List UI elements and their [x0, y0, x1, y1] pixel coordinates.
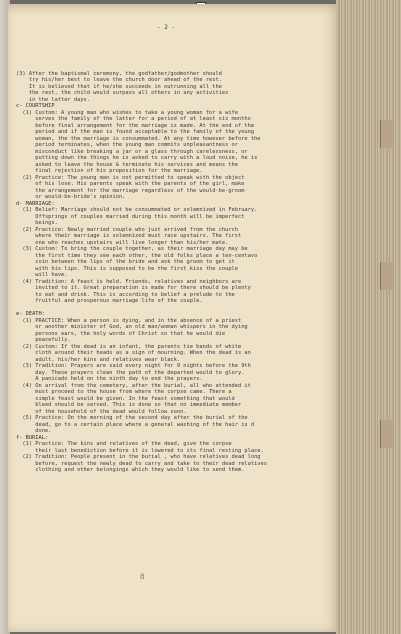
text-line: final rejection of his proposition for the marriage. [16, 168, 203, 174]
text-line: (3) Tradition: Prayers are said every night for 9 nights before the 9th [16, 363, 251, 369]
text-line: dead, go to a certain place where a general washing of the hair is d [16, 421, 255, 428]
text-line: woman, the the marriage is consummated. At any time however before the [16, 135, 261, 142]
text-line: the rest, the child would surpass all others in any activities [16, 90, 229, 96]
text-line: (2) Tradition: People present in the burial , who have relatives dead long [16, 454, 261, 460]
text-line: invited to it. Great preparation is made for there should be plenty [16, 285, 251, 291]
page-number: - 2 - [156, 24, 176, 31]
text-line: (1) Custom: A young man who wishes to take a young woman for a wife [16, 109, 238, 116]
edge-tab [380, 262, 393, 290]
text-line: bleed should be served. This is done so that no immediate member [16, 402, 242, 408]
text-line: period and if the man is found acceptable to the family of the young [16, 129, 255, 135]
text-line: (4) On arrival from the cemetery, after the burial, all who attended it [16, 382, 251, 389]
text-line: (5) Practice: On the morning of the second day after the burial of the [16, 415, 248, 421]
text-line: coin between the lips of the bride and ask the groom to get it [16, 259, 235, 265]
text-line: It is believed that if he/she succeeds in outrunning all the [16, 83, 222, 90]
text-line: where their marriage is solemnized must race upstairs. The first [16, 233, 242, 239]
text-line: (3) Custom: To bring the couple together, as their marriage day may be [16, 246, 248, 252]
text-line: before final arrangement for the marriage is made. At the end of the [16, 122, 255, 129]
text-line: to eat and drink. This is according to belief a prelude to the [16, 291, 235, 298]
text-line: (1) PRACTICE: When a person is dying, and in the absence of a priest [16, 317, 242, 324]
text-line: try his/her best to leave the church door ahead of the rest. [16, 77, 222, 83]
text-line: (1) Practice: The kins and relatives of the dead, give the corpse [16, 441, 232, 447]
text-line: day. These prayers clean the path of the departed would to glory. [16, 369, 245, 376]
text-line: (2) Practice: The young man is not permitted to speak with the object [16, 174, 245, 181]
document-text [16, 12, 316, 480]
text-line: A panicado held on the ninth day to end the prayers. [16, 376, 203, 382]
text-line: (2) Practice: Newly married couple who just arrived from the church [16, 226, 238, 233]
text-line: fruitful and prosperous marriage life of the couple. [16, 298, 203, 304]
text-line: peacefully. [16, 337, 71, 343]
text-line: done. [16, 428, 52, 434]
text-line: must proceed to the house from where the corpse came. There a [16, 389, 232, 395]
text-line: the first time they see each other, the old folks place a ten-centavo [16, 252, 258, 259]
text-line: (1) Belief: Marriage should not be consummated or solemnized in February. [16, 207, 258, 213]
text-line: the arrangement for the marriage regardless of the would-be-groom [16, 187, 245, 194]
text-line: before, request the newly dead to carry and take to their dead relatives [16, 460, 267, 467]
text-line: (4) Tradition: A feast is held. Friends, relatives and neighbors are [16, 278, 242, 285]
text-line: period terminates, when the young man commits unpleasantness or [16, 142, 238, 148]
text-line: serves the family of the latter for a period of at least six months [16, 116, 251, 122]
text-line: adult, his/her kins and relatives wear black. [16, 356, 181, 363]
text-line: one who reaches upstairs will live longer than his/her mate. [16, 239, 229, 246]
text-line: putting down the things he is asked to carry with a loud noise, he is [16, 155, 258, 161]
text-line: e- DEATH: [16, 311, 45, 317]
text-line: cloth around their heads as a sign of mourning. When the dead is an [16, 350, 251, 356]
text-line: of his love. His parents speak with the parents of the girl, make [16, 181, 245, 187]
text-line: (3) After the baptismal ceremony, the godfather/godmother should [16, 70, 222, 77]
text-line: (2) Custom: If the dead is an infant, the parents tie bands of white [16, 343, 242, 350]
page-edges [336, 0, 401, 634]
text-line: clothing and other belongings which they would like to send them. [16, 467, 245, 473]
edge-tab [380, 120, 393, 148]
text-line: or another minister of God, an old man/woman whispers in the dying [16, 324, 248, 330]
edge-tab [380, 420, 393, 448]
text-line: will have. [16, 272, 68, 278]
text-line: simple feast would be given. In the feast something that would [16, 395, 235, 402]
text-line: Offsprings of couples married during this month will be imperfect [16, 213, 245, 220]
text-line: persons ears, the holy words of Christ so that he would die [16, 330, 226, 337]
text-line: of the household of the dead would follow soon. [16, 408, 187, 415]
text-line: their last benediction before it is lowered to its final resting place. [16, 447, 264, 454]
text-line: asked to leave the house & terminate his services and means the [16, 161, 238, 168]
text-line: f- BURIAL: [16, 434, 49, 441]
text-line: in the latter days. [16, 96, 90, 103]
text-line: with his lips. This is supposed to be the first kiss the couple [16, 265, 238, 272]
text-line: c- COURTSHIP [16, 103, 55, 109]
text-line: beings. [16, 220, 58, 226]
text-line: d- MARRIAGE: [16, 200, 55, 207]
text-lines [16, 71, 316, 474]
margin-mark: 8 [140, 573, 145, 581]
text-line: or would-be-bride's opinion. [16, 194, 126, 200]
text-line: misconduct like breaking a jar or a glass through carelessness, or [16, 148, 248, 155]
